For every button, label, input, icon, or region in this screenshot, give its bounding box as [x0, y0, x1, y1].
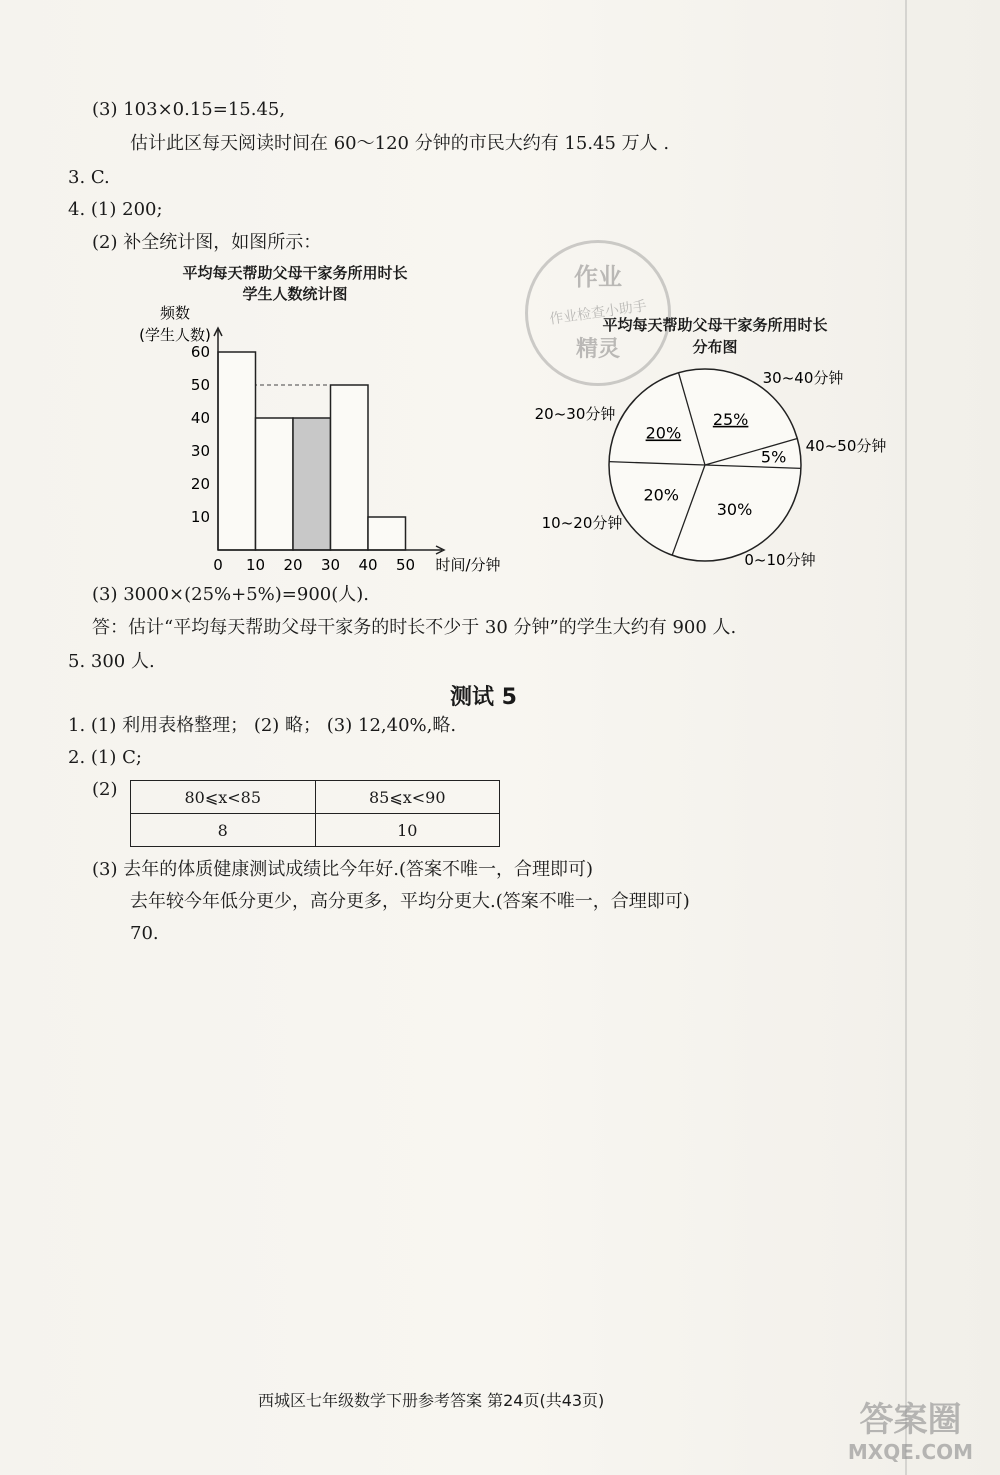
- table-cell: 10: [315, 814, 500, 847]
- test5-title: 测试 5: [450, 685, 517, 710]
- histogram-bar: [218, 352, 256, 550]
- q4-1-line: 4. (1) 200;: [68, 199, 163, 220]
- pie-percent-label: 20%: [645, 423, 682, 443]
- pie-percent-label: 30%: [716, 499, 753, 519]
- pie-category-label: 10~20分钟: [541, 514, 623, 532]
- histogram-bar: [256, 418, 294, 550]
- y-tick-label: 60: [190, 343, 210, 361]
- test5-q2-3b-line: 去年较今年低分更少，高分更多，平均分更大.(答案不唯一，合理即可): [130, 891, 690, 912]
- pie-chart-title-1: 平均每天帮助父母干家务所用时长: [602, 316, 828, 334]
- watermark-url-text: MXQE.COM: [847, 1440, 974, 1464]
- pie-percent-label: 25%: [712, 409, 749, 429]
- test5-q2-3c-line: 70.: [130, 923, 159, 944]
- bar-chart: [120, 300, 520, 580]
- x-tick-label: 30: [320, 556, 341, 574]
- histogram-bar: [331, 385, 369, 550]
- x-tick-label: 40: [358, 556, 378, 574]
- page-footer: 西城区七年级数学下册参考答案 第24页(共43页): [258, 1391, 605, 1410]
- table-cell: 8: [131, 814, 316, 847]
- y-tick-label: 50: [190, 376, 210, 394]
- test5-q2-2-label: (2): [92, 779, 118, 800]
- x-tick-label: 50: [395, 556, 416, 574]
- table-row: [131, 781, 500, 814]
- table-header-cell: 80⩽x<85: [131, 781, 316, 814]
- pie-chart: [520, 355, 900, 580]
- q5-line: 5. 300 人.: [68, 651, 155, 672]
- q3-estimate-line: 估计此区每天阅读时间在 60～120 分钟的市民大约有 15.45 万人 .: [130, 133, 670, 154]
- test5-q2-1-line: 2. (1) C;: [68, 747, 142, 768]
- bar-chart-title-2: 学生人数统计图: [242, 285, 348, 303]
- x-tick-label: 20: [283, 556, 303, 574]
- q3-calc-line: (3) 103×0.15=15.45,: [92, 99, 286, 120]
- y-axis-label: 频数: [159, 304, 191, 322]
- site-watermark: [828, 1400, 993, 1470]
- stamp-middle-text: 作业检查小助手: [548, 298, 648, 328]
- q3c-line: 3. C.: [68, 167, 110, 188]
- pie-category-label: 40~50分钟: [805, 437, 887, 455]
- table-header-cell: 85⩽x<90: [315, 781, 500, 814]
- pie-chart-title-2: 分布图: [692, 338, 738, 356]
- y-tick-label: 10: [190, 508, 210, 526]
- score-table: [130, 780, 500, 847]
- q4-2-line: (2) 补全统计图，如图所示：: [92, 232, 322, 253]
- pie-percent-label: 5%: [760, 447, 787, 467]
- page-fold: [905, 0, 907, 1475]
- histogram-bar: [368, 517, 406, 550]
- q4-answer-line: 答：估计“平均每天帮助父母干家务的时长不少于 30 分钟”的学生大约有 900 人.: [92, 617, 737, 638]
- y-tick-label: 20: [190, 475, 210, 493]
- pie-category-label: 20~30分钟: [534, 405, 616, 423]
- pie-category-label: 0~10分钟: [744, 551, 816, 569]
- table-row: [131, 814, 500, 847]
- stamp-bottom-text: 精灵: [575, 337, 620, 362]
- y-tick-label: 40: [190, 409, 210, 427]
- test5-q2-3-line: (3) 去年的体质健康测试成绩比今年好.(答案不唯一，合理即可): [92, 859, 593, 880]
- pie-percent-label: 20%: [643, 485, 680, 505]
- histogram-bar: [293, 418, 331, 550]
- y-tick-label: 30: [190, 442, 210, 460]
- x-tick-label: 10: [245, 556, 266, 574]
- bar-chart-title-1: 平均每天帮助父母干家务所用时长: [182, 264, 408, 282]
- q4-3-line: (3) 3000×(25%+5%)=900(人).: [92, 584, 370, 605]
- y-axis-label-unit: (学生人数): [139, 326, 211, 344]
- x-tick-label: 0: [213, 556, 223, 574]
- watermark-logo-text: 答案圈: [859, 1400, 962, 1440]
- stamp-top-text: 作业: [574, 263, 622, 291]
- pie-category-label: 30~40分钟: [762, 369, 844, 387]
- x-axis-label: 时间/分钟: [435, 556, 501, 574]
- test5-q1-line: 1. (1) 利用表格整理； (2) 略； (3) 12,40%,略.: [68, 715, 457, 736]
